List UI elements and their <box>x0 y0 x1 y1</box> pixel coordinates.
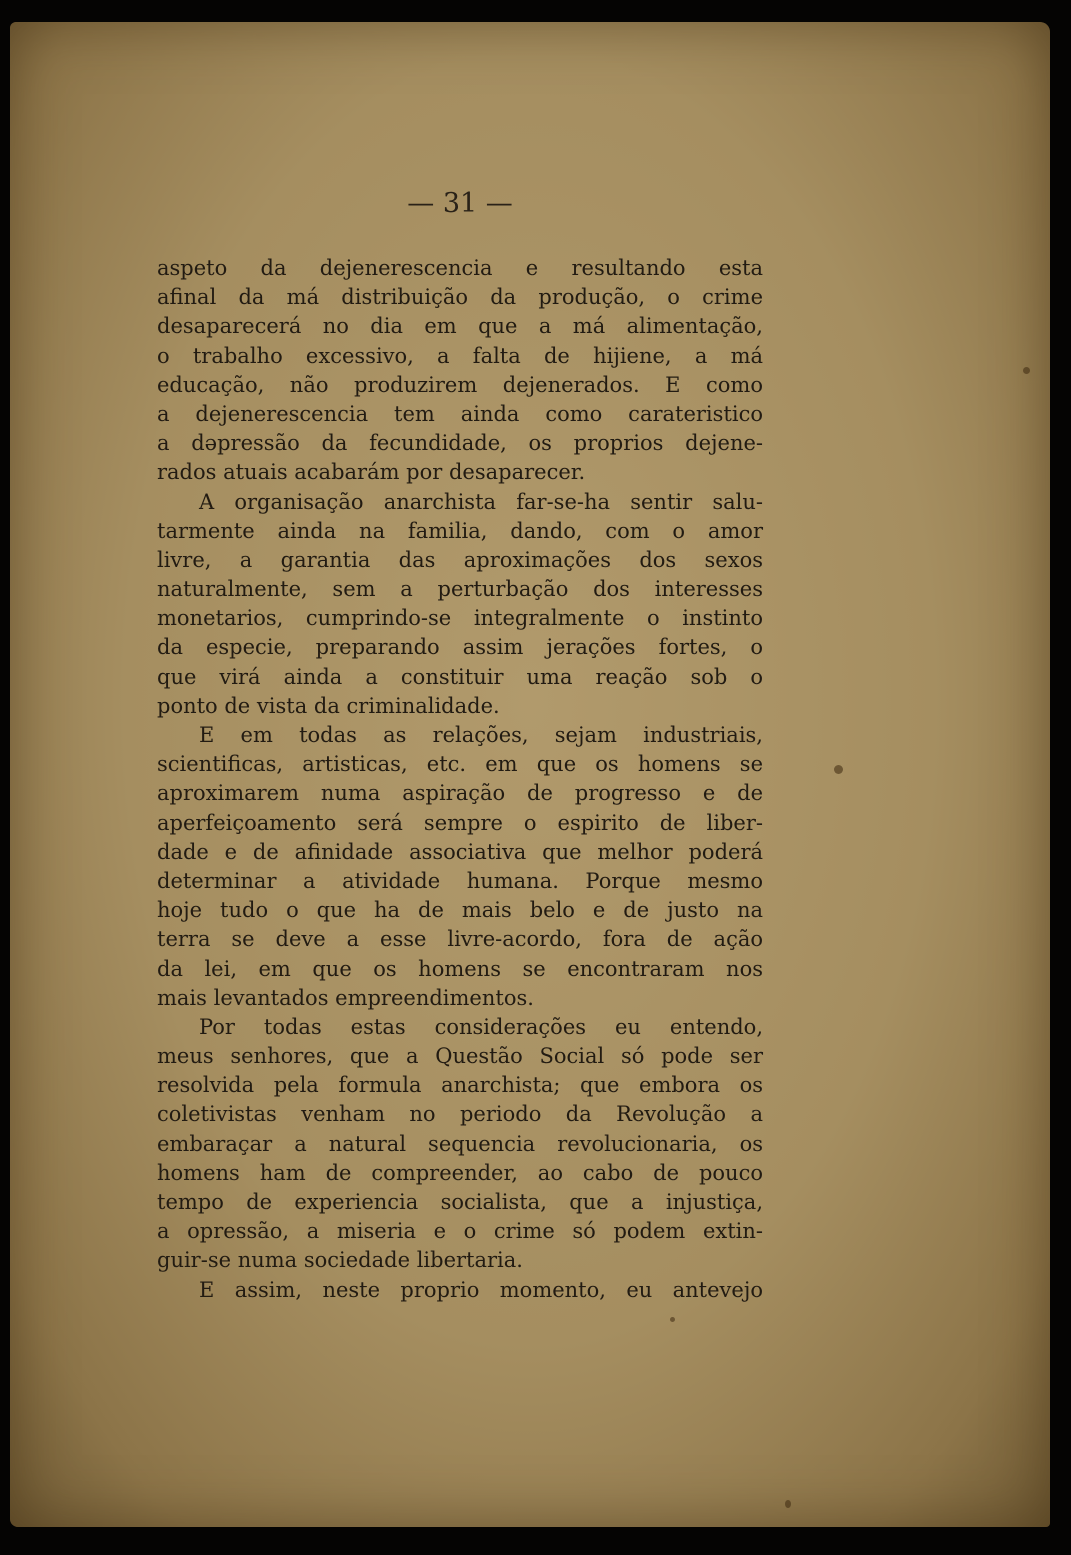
text-line: afinal da má distribuição da produção, o crime <box>157 285 763 310</box>
text-line: rados atuais acabarám por desaparecer. <box>157 460 586 485</box>
text-line: scientificas, artisticas, etc. em que os homens se <box>157 752 763 777</box>
text-line: tarmente ainda na familia, dando, com o amor <box>157 518 763 543</box>
text-line: tempo de experiencia socialista, que a injustiça, <box>157 1190 763 1214</box>
text-line: a opressão, a miseria e o crime só podem extin- <box>157 1219 763 1244</box>
book-page <box>10 22 1050 1527</box>
paper-stain <box>834 765 843 774</box>
text-line: mais levantados empreendimentos. <box>157 985 534 1010</box>
text-line: meus senhores, que a Questão Social só pode ser <box>157 1044 763 1069</box>
text-line: a dejenerescencia tem ainda como carateristico <box>157 401 763 426</box>
paper-stain <box>670 1317 675 1322</box>
paper-stain <box>785 1500 791 1508</box>
text-line: que virá ainda a constituir uma reação sob o <box>157 664 763 689</box>
text-line: aperfeiçoamento será sempre o espirito de liber- <box>157 810 763 835</box>
text-line: embaraçar a natural sequencia revolucionaria, os <box>157 1131 763 1156</box>
text-line: a dəpressão da fecundidade, os proprios dejene- <box>157 431 763 456</box>
text-line: educação, não produzirem dejenerados. E como <box>157 372 763 397</box>
text-line: aspeto da dejenerescencia e resultando esta <box>157 256 763 280</box>
text-line: guir-se numa sociedade libertaria. <box>157 1248 523 1273</box>
text-line: coletivistas venham no periodo da Revolução a <box>157 1102 763 1127</box>
text-line: ponto de vista da criminalidade. <box>157 693 500 718</box>
text-line: E assim, neste proprio momento, eu antevejo <box>199 1277 763 1302</box>
text-line: o trabalho excessivo, a falta de hijiene, a má <box>157 343 763 368</box>
text-line: determinar a atividade humana. Porque mesmo <box>157 868 763 893</box>
text-line: dade e de afinidade associativa que melhor poderá <box>157 839 763 864</box>
text-line: Por todas estas considerações eu entendo, <box>199 1014 763 1039</box>
text-line: aproximarem numa aspiração de progresso e de <box>157 781 763 806</box>
text-line: A organisação anarchista far-se-ha sentir salu- <box>199 489 763 514</box>
text-line: da especie, preparando assim jerações fortes, o <box>157 635 763 660</box>
page-number: — 31 — <box>407 188 513 219</box>
text-line: terra se deve a esse livre-acordo, fora de ação <box>157 927 763 952</box>
text-line: resolvida pela formula anarchista; que embora os <box>157 1073 763 1098</box>
text-line: naturalmente, sem a perturbação dos interesses <box>157 577 763 602</box>
text-line: homens ham de compreender, ao cabo de pouco <box>157 1160 763 1185</box>
text-line: desaparecerá no dia em que a má alimentação, <box>157 314 763 339</box>
body-text <box>157 254 763 1305</box>
text-line: livre, a garantia das aproximações dos sexos <box>157 547 763 572</box>
text-line: da lei, em que os homens se encontraram nos <box>157 956 763 981</box>
text-line: monetarios, cumprindo-se integralmente o instinto <box>157 606 763 631</box>
paper-stain <box>1023 367 1030 374</box>
text-line: hoje tudo o que ha de mais belo e de justo na <box>157 898 763 923</box>
text-line: E em todas as relações, sejam industriais, <box>199 723 763 747</box>
